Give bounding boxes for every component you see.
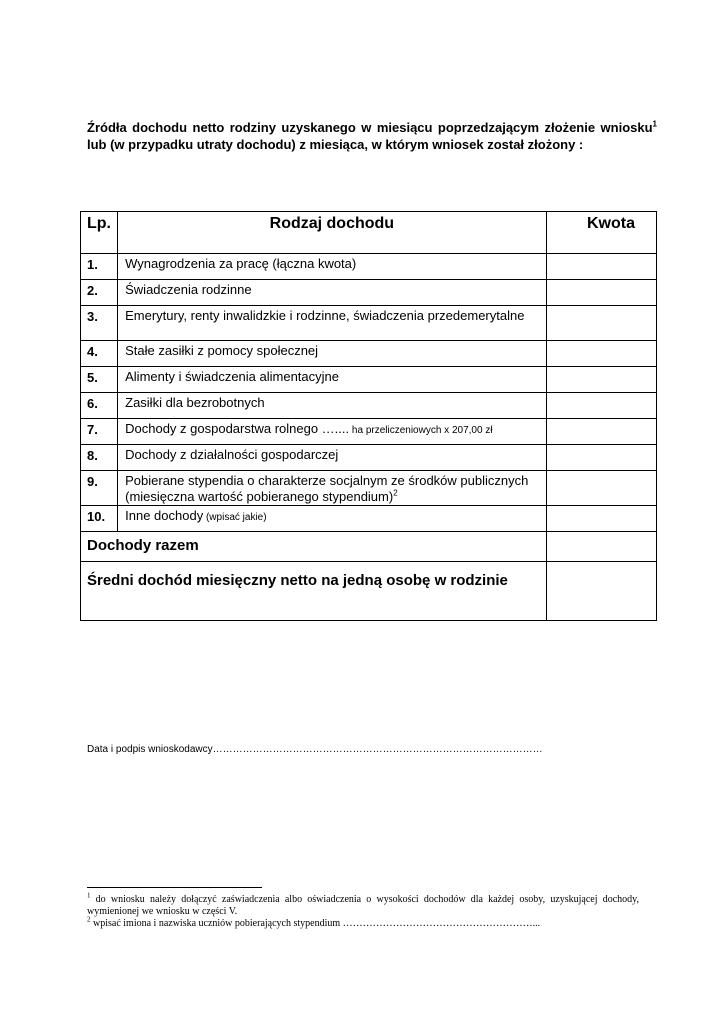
row-label-main: Dochody z gospodarstwa rolnego ….... [125,421,350,436]
signature-line[interactable]: Data i podpis wnioskodawcy……………………………………………………………………………………… [87,744,543,755]
row-label: Świadczenia rodzinne [118,280,546,306]
footnotes [87,891,639,930]
row-label: Dochody z działalności gospodarczej [118,445,546,471]
row-number: 1. [81,254,118,280]
intro-text-a: Źródła dochodu netto rodziny uzyskanego w miesiącu poprzedzającym złożenie wniosku [87,120,653,135]
form-intro [87,119,657,153]
row-label: Alimenty i świadczenia alimentacyjne [118,367,546,393]
row-number: 5. [81,367,118,393]
footnote-number: 2 [87,915,91,924]
row-label-main: Pobierane stypendia o charakterze socjalnym ze środków publicznych (miesięczna wartość pobieranego stypendium) [125,473,529,504]
amount-cell[interactable] [546,471,656,506]
row-footnote-ref: 2 [393,488,398,498]
footnote-1 [87,891,639,918]
row-label [118,506,546,532]
income-table [80,211,657,621]
row-number: 3. [81,306,118,341]
amount-cell[interactable] [546,254,656,280]
header-amount: Kwota [546,212,656,254]
row-label: Zasiłki dla bezrobotnych [118,393,546,419]
total-label: Dochody razem [81,532,547,562]
row-number: 6. [81,393,118,419]
average-row [81,562,657,621]
row-number: 9. [81,471,118,506]
row-number: 10. [81,506,118,532]
header-lp: Lp. [81,212,118,254]
amount-cell[interactable] [546,506,656,532]
amount-cell[interactable] [546,280,656,306]
row-number: 4. [81,341,118,367]
total-row [81,532,657,562]
average-amount-cell[interactable] [546,562,656,621]
row-label-main: Inne dochody [125,508,204,523]
intro-text-b: lub (w przypadku utraty dochodu) z miesiąca, w którym wniosek został złożony : [87,137,584,152]
table-row [81,445,657,471]
table-row [81,367,657,393]
table-row [81,280,657,306]
footnote-separator [87,887,262,888]
footnote-2 [87,915,639,930]
table-row [81,471,657,506]
row-label-note: (wpisać jakie) [203,512,267,523]
row-number: 7. [81,419,118,445]
footnote-text: wpisać imiona i nazwiska uczniów pobierających stypendium …………………………………………………... [90,918,541,929]
amount-cell[interactable] [546,445,656,471]
total-amount-cell[interactable] [546,532,656,562]
amount-cell[interactable] [546,419,656,445]
row-label: Stałe zasiłki z pomocy społecznej [118,341,546,367]
footnote-number: 1 [87,891,91,900]
intro-footnote-ref: 1 [652,119,657,129]
amount-cell[interactable] [546,306,656,341]
header-income-type: Rodzaj dochodu [118,212,546,254]
amount-cell[interactable] [546,367,656,393]
table-row [81,506,657,532]
table-row [81,341,657,367]
table-row [81,419,657,445]
table-header-row [81,212,657,254]
average-label: Średni dochód miesięczny netto na jedną osobę w rodzinie [81,562,547,621]
amount-cell[interactable] [546,341,656,367]
footnote-text: do wniosku należy dołączyć zaświadczenia albo oświadczenia o wysokości dochodów dla każdej osoby, uzyskującej dochody, wymienionej we wniosku w części V. [87,894,639,917]
amount-cell[interactable] [546,393,656,419]
table-row [81,306,657,341]
row-label-note: ha przeliczeniowych x 207,00 zł [349,425,493,436]
row-label: Emerytury, renty inwalidzkie i rodzinne, świadczenia przedemerytalne [118,306,546,341]
table-row [81,393,657,419]
row-number: 2. [81,280,118,306]
row-label [118,419,546,445]
table-row [81,254,657,280]
row-number: 8. [81,445,118,471]
row-label: Wynagrodzenia za pracę (łączna kwota) [118,254,546,280]
row-label [118,471,546,506]
